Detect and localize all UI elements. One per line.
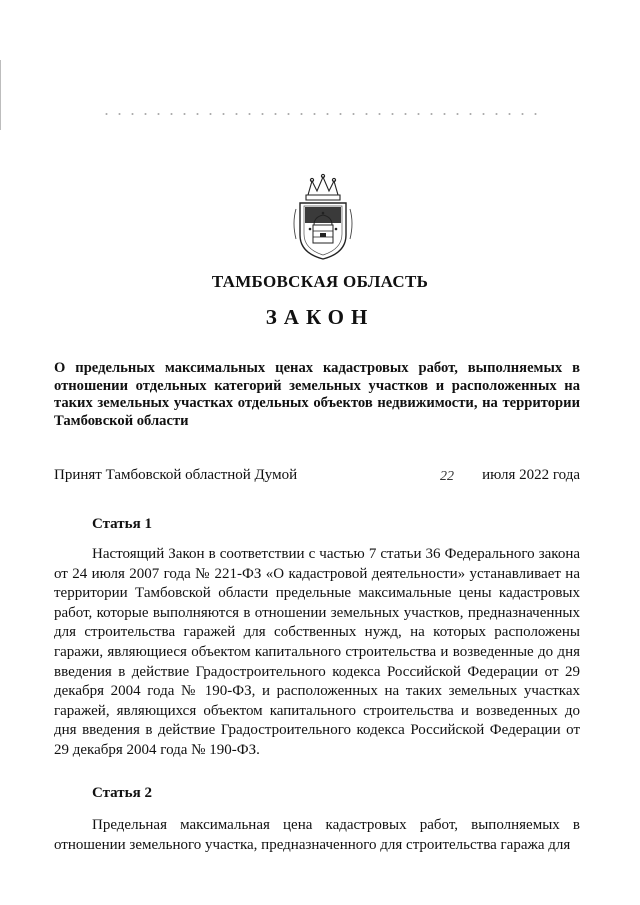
adoption-month-year: июля 2022 года [482,467,580,483]
article-1-title: Статья 1 [92,516,152,532]
article-2-text: Предельная максимальная цена кадастровых работ, выполняемых в отношении земельного участка, предназначенного для строительства гаража для [54,817,580,853]
law-heading: О предельных максимальных ценах кадастровых работ, выполняемых в отношении отдельных категорий земельных участков и расположенных на таких земельных участках отдельных объектов недвижимости, на территории Тамбовской области [54,360,580,429]
adopted-by: Принят Тамбовской областной Думой [54,467,298,483]
law-title: ЗАКОН [265,305,375,329]
region-title: ТАМБОВСКАЯ ОБЛАСТЬ [211,272,429,291]
adoption-day: 22 [440,469,454,484]
scan-artifact-edge [0,60,1,130]
scan-artifact-dots [100,113,540,115]
adoption-line [54,466,580,486]
article-1-text: Настоящий Закон в соответствии с частью 7 статьи 36 Федерального закона от 24 июля 2007 года № 221-ФЗ «О кадастровой деятельности» устанавливает на территории Тамбовской области предельные максимальные цены кадастровых работ, которые выполняются в отношении земельных участков, предназначенных для строительства гаражей для собственных нужд, на которых расположены гаражи, являющиеся объектом капитального строительства и возведенные до дня введения в действие Градостроительного кодекса Российской Федерации от 29 декабря 2004 года № 190-ФЗ, и расположенных на таких земельных участках гаражей, являющихся объектом капитального строительства и возведенных до дня введения в действие Градостроительного кодекса Российской Федерации от 29 декабря 2004 года № 190-ФЗ. [54,546,580,758]
tambov-coat-of-arms-icon [290,173,356,263]
article-2-title: Статья 2 [92,785,152,801]
